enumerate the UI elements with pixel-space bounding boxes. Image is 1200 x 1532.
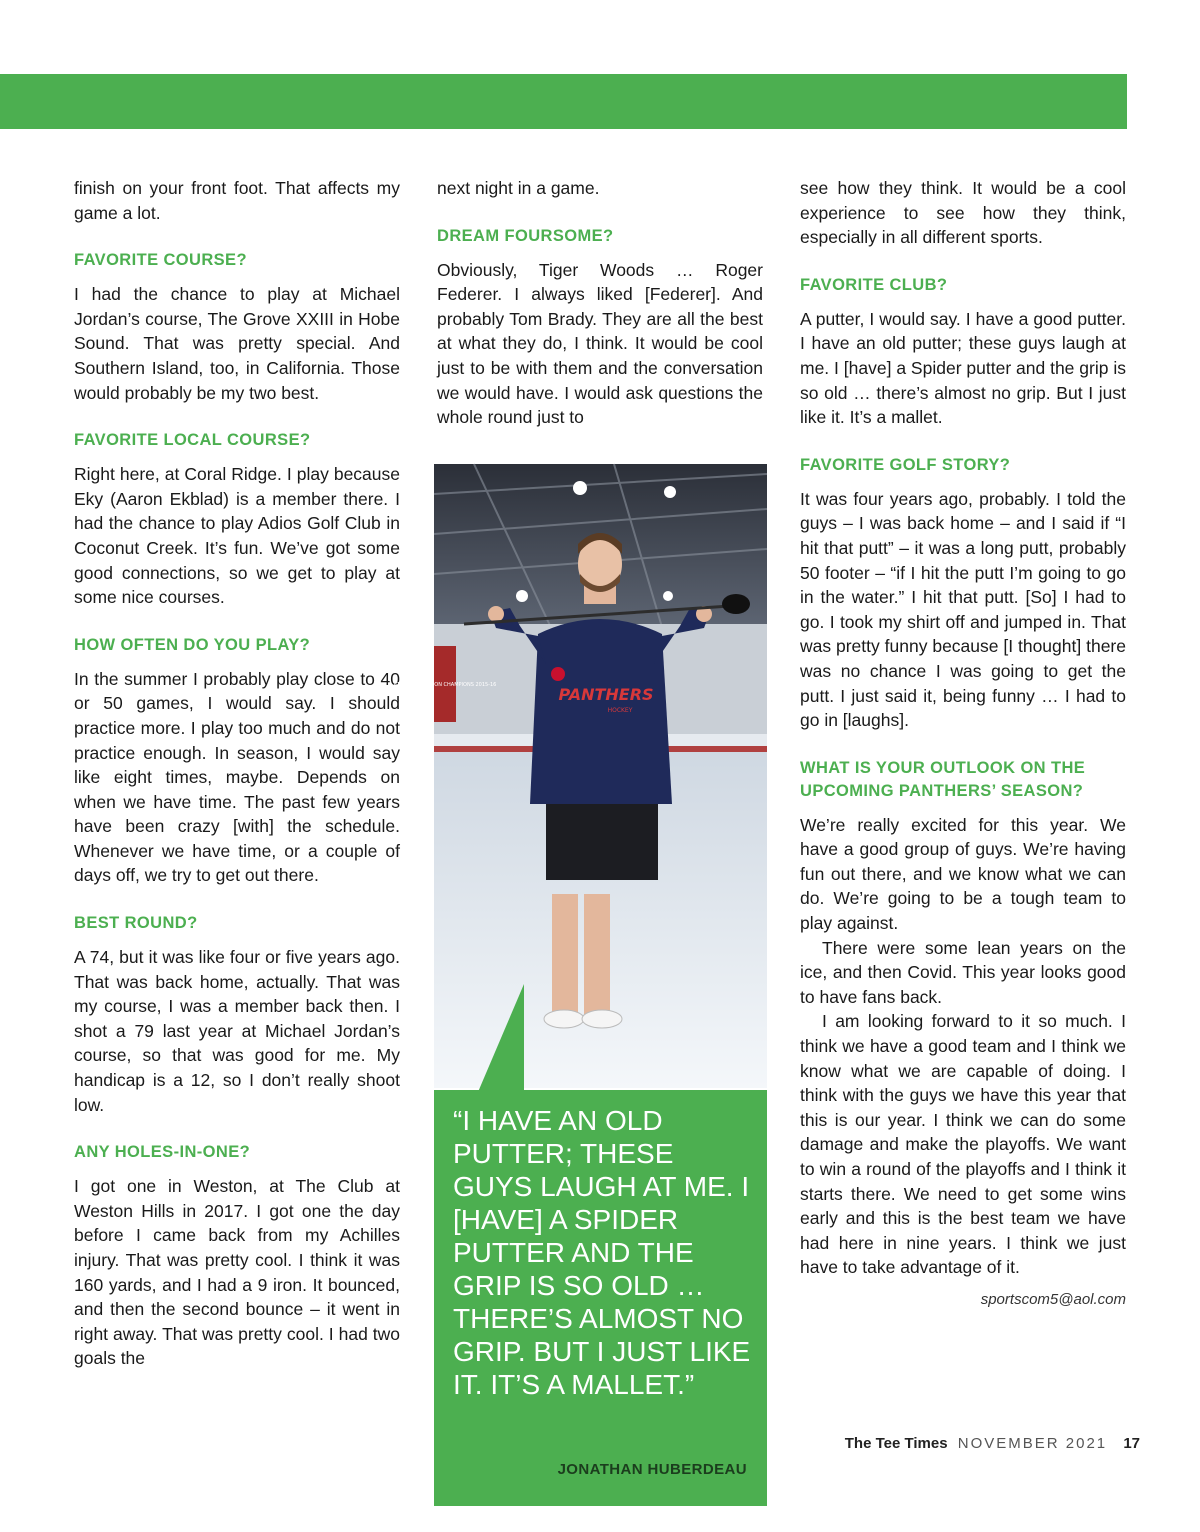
question-heading: ANY HOLES-IN-ONE?	[74, 1143, 251, 1162]
issue-date: NOVEMBER 2021	[957, 1435, 1108, 1452]
answer-paragraph: I had the chance to play at Michael Jordan’s course, The Grove XXIII in Hobe Sound. That was pretty special. And Southern Island, too, in California. Those would probably be my two best.	[74, 284, 400, 403]
answer-paragraph: Right here, at Coral Ridge. I play because Eky (Aaron Ekblad) is a member there. I had the chance to play Adios Golf Club in Coconut Creek. It’s fun. We’ve got some good connections, so we get to play at some nice courses.	[74, 464, 400, 608]
article-column-right	[800, 176, 1126, 1313]
answer-paragraph: Obviously, Tiger Woods … Roger Federer. I always liked [Federer]. And probably Tom Brady. They are all the best at what they do, I think. It would be cool just to be with them and the conversation we would have. I would ask questions the whole round just to	[437, 259, 763, 428]
column-intro: next night in a game.	[437, 178, 600, 198]
question-heading: FAVORITE GOLF STORY?	[800, 455, 1011, 474]
answer-paragraph: A 74, but it was like four or five years ago. That was back home, actually. That was my course, I was a member back then. I shot a 79 last year at Michael Jordan’s course, so that was good for me. My handicap is a 12, so I don’t really shoot low.	[74, 947, 400, 1115]
jersey-subtext: HOCKEY	[607, 707, 633, 714]
answer-paragraph: We’re really excited for this year. We have a good group of guys. We’re having fun out there, and we know what we can do. We’re going to be a tough team to play against.	[800, 814, 1126, 934]
question-heading: FAVORITE CLUB?	[800, 275, 948, 294]
question-heading: DREAM FOURSOME?	[437, 226, 614, 245]
team-logo	[551, 667, 565, 681]
column-intro: see how they think. It would be a cool experience to see how they think, especially in all different sports.	[800, 178, 1126, 248]
question-heading: WHAT IS YOUR OUTLOOK ON THE UPCOMING PANTHERS’ SEASON?	[800, 758, 1086, 800]
shorts	[546, 794, 658, 880]
question-heading: FAVORITE LOCAL COURSE?	[74, 431, 311, 450]
magazine-name: The Tee Times	[844, 1435, 948, 1452]
pull-quote	[434, 1090, 767, 1506]
article-column-left	[74, 176, 400, 1371]
answer-paragraph: I am looking forward to it so much. I think we have a good team and I think we know what we are capable of doing. I think with the guys we have this year that this is our year. I think we can do some damage and make the playoffs. We want to win a round of the playoffs and I think it starts there. We need to get some wins early and this is the best team we have had here in nine years. I think we just have to take advantage of it.	[800, 1011, 1126, 1278]
answer-paragraph: I got one in Weston, at The Club at Weston Hills in 2017. I got one the day before I came back from my Achilles injury. That was pretty cool. I think it was 160 yards, and I had a 9 iron. It bounced, and then the second bounce – it went in right away. That was pretty cool. I had two goals the	[74, 1176, 400, 1369]
question-heading: BEST ROUND?	[74, 914, 198, 933]
answer-paragraph: It was four years ago, probably. I told the guys – I was back home – and I said if “I hit that putt” – it was a long putt, probably 50 footer – “if I hit the putt I’m going to go in the water.” I hit that putt. [So] I had to go. I took my shirt off and jumped in. That was pretty funny because [I thought] there was no chance I was going to get the putt. I just said it, being funny … I had to go in [laughs].	[800, 488, 1126, 731]
question-heading: FAVORITE COURSE?	[74, 251, 247, 270]
answer-paragraph: A putter, I would say. I have a good putter. I have an old putter; these guys laugh at me. I [have] a Spider putter and the grip is so old … there’s almost no grip. But I just like it. It’s a mallet.	[800, 308, 1126, 428]
answer-paragraph: There were some lean years on the ice, and then Covid. This year looks good to have fans back.	[800, 937, 1126, 1007]
header-bar	[0, 74, 1127, 129]
page-number: 17	[1123, 1435, 1140, 1452]
column-intro: finish on your front foot. That affects my game a lot.	[74, 178, 400, 223]
pull-quote-credit: JONATHAN HUBERDEAU	[557, 1461, 747, 1478]
banner-text: ATLANTIC DIVISION CHAMPIONS 2015-16	[393, 682, 497, 688]
pull-quote-text: “I HAVE AN OLD PUTTER; THESE GUYS LAUGH AT ME. I [HAVE] A SPIDER PUTTER AND THE GRIP IS SO OLD … THERE’S ALMOST NO GRIP. BUT I JUST LIKE IT. IT’S A MALLET.”	[453, 1105, 751, 1400]
answer-paragraph: In the summer I probably play close to 40 or 50 games, I would say. I should practice more. I play too much and do not practice enough. In season, I would say like eight times, maybe. Depends on when we have time. The past few years have been crazy [with] the schedule. Whenever we have time, or a couple of days off, we try to get out there.	[74, 668, 400, 886]
page-footer	[845, 1435, 1140, 1452]
question-heading: HOW OFTEN DO YOU PLAY?	[74, 635, 311, 654]
pull-quote-pointer	[478, 984, 524, 1092]
hoodie	[530, 619, 672, 804]
jersey-text: PANTHERS	[558, 685, 654, 704]
article-column-middle	[437, 176, 763, 430]
author-email[interactable]: sportscom5@aol.com	[980, 1290, 1126, 1308]
